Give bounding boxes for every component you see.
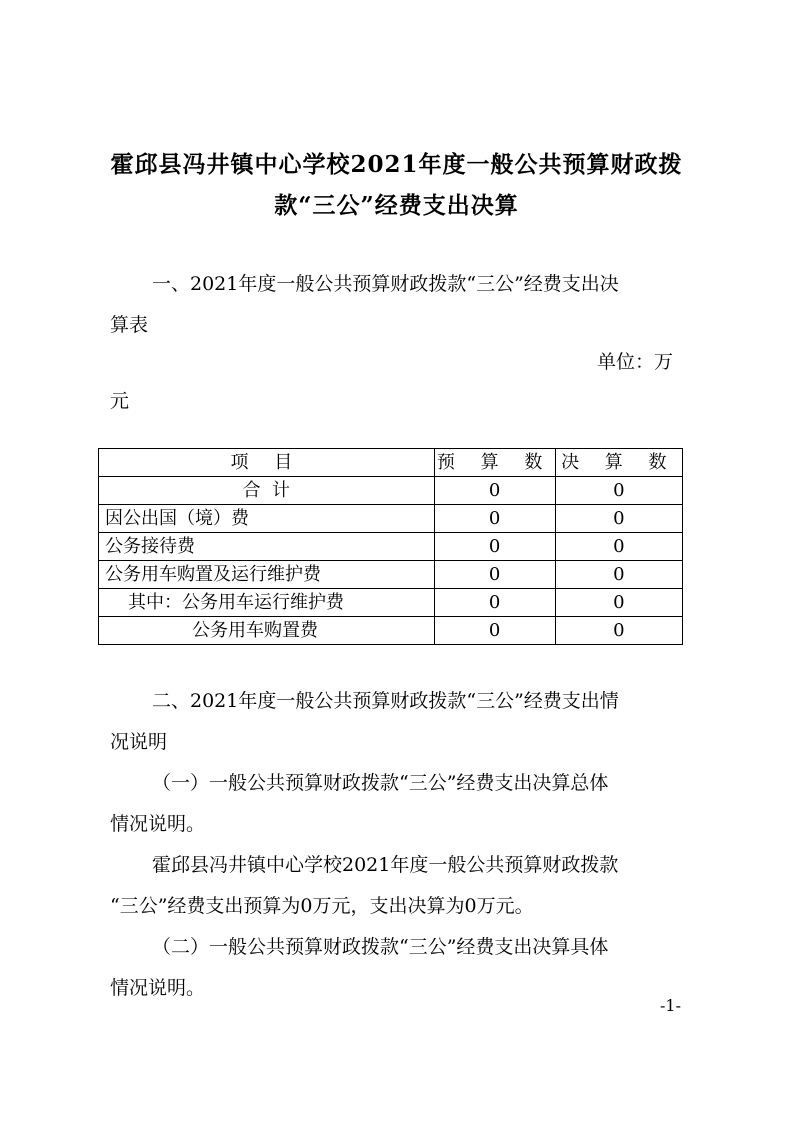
subsection2-heading: （二）一般公共预算财政拨款“三公”经费支出决算具体 <box>152 936 609 958</box>
document-title-line-2: 款“三公”经费支出决算 <box>274 192 519 219</box>
section2-heading-cont: 况说明 <box>110 731 168 753</box>
unit-label-cont: 元 <box>110 390 130 412</box>
row-item: 其中：公务用车运行维护费 <box>99 589 435 617</box>
body-paragraph-cont: “三公”经费支出预算为0万元，支出决算为0万元。 <box>110 895 534 917</box>
row-budget: 0 <box>434 533 555 561</box>
expense-table <box>98 448 683 645</box>
header-item: 项 目 <box>99 449 435 477</box>
table-row <box>99 533 683 561</box>
subsection1-heading-cont: 情况说明。 <box>110 813 206 835</box>
row-final: 0 <box>555 505 682 533</box>
subsection1-heading: （一）一般公共预算财政拨款“三公”经费支出决算总体 <box>152 772 609 794</box>
table-header-row <box>99 449 683 477</box>
table-row <box>99 589 683 617</box>
table-row <box>99 505 683 533</box>
row-item: 公务用车购置及运行维护费 <box>99 561 435 589</box>
row-budget: 0 <box>434 617 555 645</box>
page-number: -1- <box>660 996 681 1015</box>
row-budget: 0 <box>434 505 555 533</box>
section2-heading: 二、2021年度一般公共预算财政拨款“三公”经费支出情 <box>152 690 619 712</box>
row-final: 0 <box>555 589 682 617</box>
row-budget: 0 <box>434 561 555 589</box>
header-budget: 预 算 数 <box>434 449 555 477</box>
row-final: 0 <box>555 477 682 505</box>
table-row <box>99 617 683 645</box>
row-item: 公务接待费 <box>99 533 435 561</box>
table-row <box>99 477 683 505</box>
row-final: 0 <box>555 561 682 589</box>
row-item: 公务用车购置费 <box>99 617 435 645</box>
header-final: 决 算 数 <box>555 449 682 477</box>
row-budget: 0 <box>434 589 555 617</box>
body-paragraph: 霍邱县冯井镇中心学校2021年度一般公共预算财政拨款 <box>152 854 619 876</box>
row-final: 0 <box>555 617 682 645</box>
section1-heading: 一、2021年度一般公共预算财政拨款“三公”经费支出决 <box>152 273 619 295</box>
row-item: 合 计 <box>99 477 435 505</box>
subsection2-heading-cont: 情况说明。 <box>110 977 206 999</box>
document-title-line-1: 霍邱县冯井镇中心学校2021年度一般公共预算财政拨 <box>110 151 683 178</box>
table-row <box>99 561 683 589</box>
row-budget: 0 <box>434 477 555 505</box>
section1-heading-cont: 算表 <box>110 314 149 336</box>
row-item: 因公出国（境）费 <box>99 505 435 533</box>
unit-label: 单位：万 <box>597 351 674 373</box>
row-final: 0 <box>555 533 682 561</box>
